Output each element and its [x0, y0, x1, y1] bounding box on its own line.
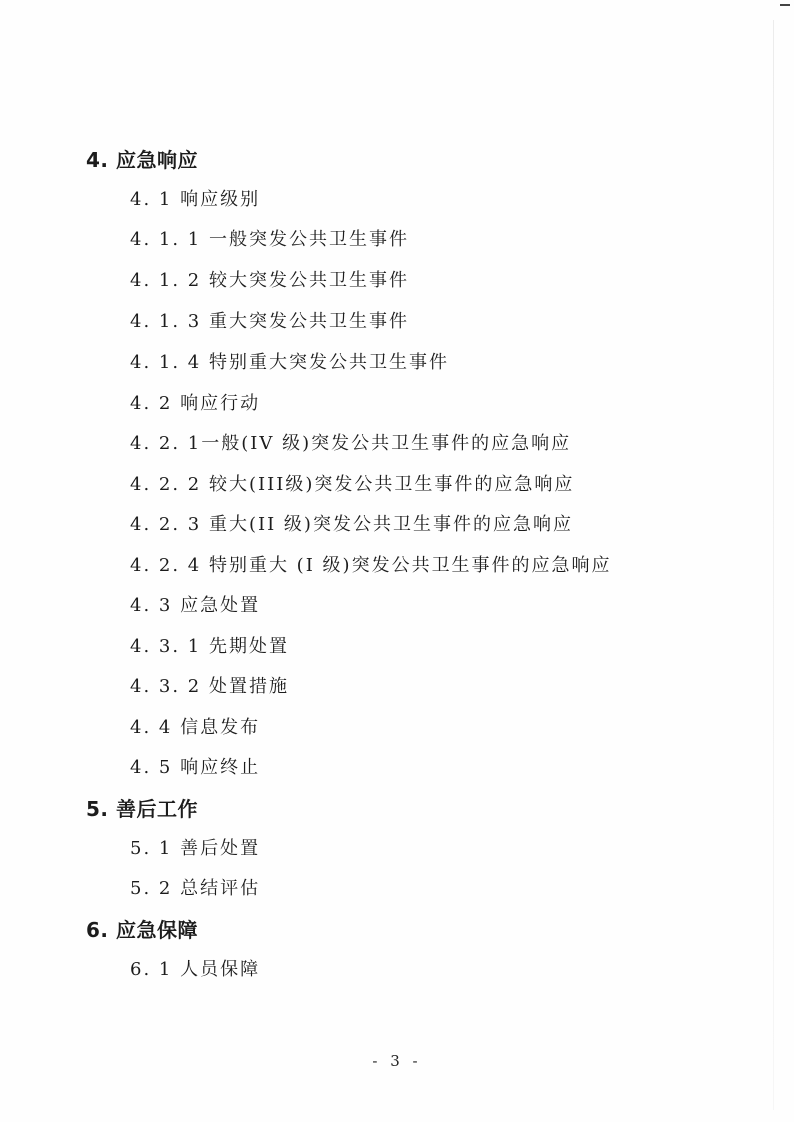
toc-item-4-2-4: 4. 2. 4 特别重大 (I 级)突发公共卫生事件的应急响应	[130, 555, 612, 576]
toc-item-4-1-3: 4. 1. 3 重大突发公共卫生事件	[130, 311, 409, 332]
toc-item-4-1-2: 4. 1. 2 较大突发公共卫生事件	[130, 270, 409, 291]
toc-item-4-1: 4. 1 响应级别	[130, 189, 261, 210]
toc-item-4-2-2: 4. 2. 2 较大(III级)突发公共卫生事件的应急响应	[130, 474, 575, 495]
scan-shadow	[773, 20, 774, 1110]
toc-item-4-3-2: 4. 3. 2 处置措施	[130, 676, 289, 697]
toc-item-4-2: 4. 2 响应行动	[130, 393, 261, 414]
toc-item-4-3-1: 4. 3. 1 先期处置	[130, 636, 289, 657]
toc-item-4-1-4: 4. 1. 4 特别重大突发公共卫生事件	[130, 352, 449, 373]
toc-item-4-2-1: 4. 2. 1一般(IV 级)突发公共卫生事件的应急响应	[130, 433, 572, 454]
edge-mark	[780, 4, 790, 6]
toc-heading-5: 5. 善后工作	[86, 797, 198, 821]
toc-item-5-1: 5. 1 善后处置	[130, 838, 261, 859]
toc-item-4-4: 4. 4 信息发布	[130, 717, 261, 738]
toc-item-4-2-3: 4. 2. 3 重大(II 级)突发公共卫生事件的应急响应	[130, 514, 573, 535]
toc-item-4-5: 4. 5 响应终止	[130, 757, 261, 778]
page-number: - 3 -	[372, 1052, 422, 1070]
toc-item-4-3: 4. 3 应急处置	[130, 595, 261, 616]
toc-heading-4: 4. 应急响应	[86, 148, 198, 172]
toc-heading-6: 6. 应急保障	[86, 918, 198, 942]
toc-item-5-2: 5. 2 总结评估	[130, 878, 261, 899]
toc-item-6-1: 6. 1 人员保障	[130, 959, 261, 980]
toc-item-4-1-1: 4. 1. 1 一般突发公共卫生事件	[130, 229, 409, 250]
